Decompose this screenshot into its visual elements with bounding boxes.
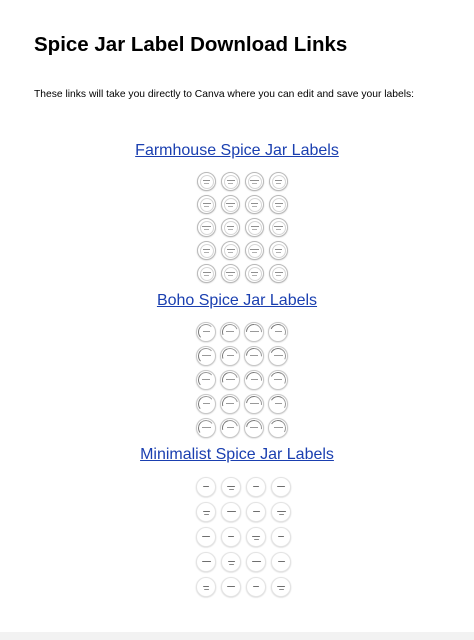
label-text-mark (276, 206, 281, 207)
label-text-mark (203, 249, 210, 250)
spice-label-thumbnail (221, 477, 241, 497)
label-script-mark (277, 486, 285, 487)
label-inner-ring (272, 244, 286, 258)
spice-label-thumbnail (269, 195, 288, 214)
label-script-mark (201, 561, 210, 562)
label-text-mark (252, 275, 257, 276)
minimalist-labels-preview (195, 476, 295, 594)
label-inner-ring (248, 267, 262, 281)
label-text-mark (276, 229, 281, 230)
label-inner-ring (248, 198, 262, 212)
label-leaf-arc (243, 369, 266, 392)
spice-label-thumbnail (268, 370, 288, 390)
spice-label-thumbnail (268, 418, 288, 438)
label-inner-ring (248, 175, 262, 189)
spice-label-thumbnail (246, 527, 266, 547)
boho-labels-link[interactable]: Boho Spice Jar Labels (156, 292, 318, 309)
label-script-mark (277, 586, 285, 587)
spice-label-thumbnail (245, 241, 264, 260)
spice-label-thumbnail (196, 552, 216, 572)
label-text-mark (203, 272, 211, 273)
label-text-mark (228, 206, 233, 207)
label-script-mark (253, 539, 258, 540)
label-inner-ring (224, 175, 238, 189)
spice-label-thumbnail (196, 346, 216, 366)
spice-label-thumbnail (269, 241, 288, 260)
label-text-mark (274, 379, 282, 380)
spice-label-thumbnail (196, 577, 216, 597)
spice-label-thumbnail (196, 322, 216, 342)
minimalist-section (0, 446, 474, 464)
label-script-mark (252, 511, 259, 512)
label-text-mark (227, 180, 235, 181)
label-script-mark (227, 586, 235, 587)
label-leaf-arc (219, 345, 240, 366)
label-leaf-arc (268, 418, 287, 437)
spice-label-thumbnail (269, 218, 288, 237)
label-leaf-arc (243, 393, 265, 415)
label-text-mark (275, 203, 283, 204)
label-text-mark (274, 226, 283, 227)
spice-label-thumbnail (221, 502, 241, 522)
label-text-mark (226, 403, 234, 404)
label-inner-ring (272, 267, 286, 281)
label-leaf-arc (243, 321, 266, 344)
spice-label-thumbnail (220, 322, 240, 342)
spice-label-thumbnail (245, 195, 264, 214)
label-text-mark (275, 331, 282, 332)
spice-label-thumbnail (245, 218, 264, 237)
label-text-mark (202, 379, 210, 380)
spice-label-thumbnail (244, 322, 264, 342)
spice-label-thumbnail (246, 552, 266, 572)
label-script-mark (227, 561, 234, 562)
label-script-mark (203, 486, 209, 487)
spice-label-thumbnail (246, 502, 266, 522)
label-text-mark (250, 403, 259, 404)
label-text-mark (226, 272, 235, 273)
spice-label-thumbnail (221, 218, 240, 237)
label-leaf-arc (197, 395, 215, 413)
label-script-mark (203, 586, 209, 587)
label-leaf-arc (268, 322, 289, 343)
label-inner-ring (248, 221, 262, 235)
spice-label-thumbnail (197, 264, 216, 283)
label-leaf-arc (197, 371, 214, 388)
spice-label-thumbnail (268, 394, 288, 414)
label-inner-ring (200, 244, 214, 258)
spice-label-thumbnail (269, 172, 288, 191)
label-text-mark (204, 183, 209, 184)
label-text-mark (251, 379, 258, 380)
label-text-mark (227, 249, 235, 250)
spice-label-thumbnail (220, 370, 240, 390)
label-text-mark (228, 183, 233, 184)
label-inner-ring (200, 175, 214, 189)
label-leaf-arc (268, 346, 288, 366)
label-text-mark (203, 180, 210, 181)
spice-label-thumbnail (246, 477, 266, 497)
label-text-mark (274, 355, 283, 356)
spice-label-thumbnail (244, 370, 264, 390)
spice-label-thumbnail (196, 370, 216, 390)
label-script-mark (203, 589, 208, 590)
label-text-mark (251, 272, 258, 273)
farmhouse-section (0, 142, 474, 160)
label-script-mark (276, 511, 285, 512)
boho-labels-preview (195, 320, 291, 432)
label-inner-ring (248, 244, 262, 258)
spice-label-thumbnail (268, 322, 288, 342)
label-leaf-arc (219, 417, 241, 439)
spice-label-thumbnail (197, 241, 216, 260)
label-script-mark (278, 536, 284, 537)
label-leaf-arc (197, 419, 215, 437)
label-inner-ring (224, 198, 238, 212)
spice-label-thumbnail (221, 241, 240, 260)
label-text-mark (252, 183, 257, 184)
spice-label-thumbnail (271, 527, 291, 547)
spice-label-thumbnail (245, 172, 264, 191)
label-text-mark (228, 275, 233, 276)
label-script-mark (228, 564, 233, 565)
spice-label-thumbnail (271, 502, 291, 522)
label-text-mark (202, 355, 211, 356)
label-text-mark (204, 252, 209, 253)
spice-label-thumbnail (221, 527, 241, 547)
label-inner-ring (224, 267, 238, 281)
spice-label-thumbnail (271, 552, 291, 572)
label-text-mark (226, 331, 234, 332)
label-script-mark (227, 486, 235, 487)
spice-label-thumbnail (221, 195, 240, 214)
label-text-mark (204, 206, 209, 207)
label-text-mark (250, 249, 259, 250)
spice-label-thumbnail (196, 394, 216, 414)
label-text-mark (202, 226, 211, 227)
label-text-mark (227, 226, 234, 227)
label-script-mark (226, 511, 235, 512)
label-text-mark (203, 203, 211, 204)
farmhouse-labels-preview (195, 170, 291, 280)
spice-label-thumbnail (246, 577, 266, 597)
spice-label-thumbnail (271, 477, 291, 497)
label-text-mark (276, 252, 281, 253)
label-script-mark (277, 561, 284, 562)
spice-label-thumbnail (244, 346, 264, 366)
spice-label-thumbnail (196, 502, 216, 522)
boho-section (0, 292, 474, 310)
spice-label-thumbnail (221, 577, 241, 597)
label-text-mark (203, 331, 210, 332)
label-leaf-arc (198, 348, 215, 365)
spice-label-thumbnail (221, 172, 240, 191)
label-text-mark (252, 252, 257, 253)
label-inner-ring (224, 244, 238, 258)
label-text-mark (250, 180, 259, 181)
spice-label-thumbnail (221, 552, 241, 572)
label-text-mark (250, 355, 258, 356)
label-inner-ring (200, 198, 214, 212)
spice-label-thumbnail (197, 172, 216, 191)
label-text-mark (275, 180, 282, 181)
spice-label-thumbnail (220, 394, 240, 414)
label-script-mark (202, 511, 209, 512)
spice-label-thumbnail (221, 264, 240, 283)
label-inner-ring (272, 198, 286, 212)
label-inner-ring (200, 221, 214, 235)
label-text-mark (274, 427, 283, 428)
label-text-mark (204, 229, 209, 230)
label-leaf-arc (268, 370, 288, 390)
label-script-mark (278, 589, 283, 590)
spice-label-thumbnail (268, 346, 288, 366)
document-title: Spice Jar Label Download Links (34, 33, 348, 56)
spice-label-thumbnail (244, 394, 264, 414)
spice-label-thumbnail (220, 346, 240, 366)
label-inner-ring (272, 175, 286, 189)
label-text-mark (252, 206, 257, 207)
label-script-mark (202, 536, 210, 537)
label-text-mark (202, 427, 211, 428)
spice-label-thumbnail (245, 264, 264, 283)
label-script-mark (252, 536, 260, 537)
label-script-mark (228, 489, 233, 490)
spice-label-thumbnail (197, 195, 216, 214)
label-text-mark (228, 229, 233, 230)
label-leaf-arc (243, 417, 265, 439)
label-leaf-arc (243, 345, 266, 368)
label-text-mark (250, 331, 259, 332)
spice-label-thumbnail (220, 418, 240, 438)
label-text-mark (251, 226, 259, 227)
label-text-mark (252, 229, 257, 230)
label-text-mark (226, 203, 235, 204)
label-text-mark (276, 183, 281, 184)
label-text-mark (275, 249, 282, 250)
spice-label-thumbnail (269, 264, 288, 283)
label-leaf-arc (220, 322, 241, 343)
label-text-mark (275, 272, 283, 273)
spice-label-thumbnail (196, 477, 216, 497)
label-text-mark (250, 427, 258, 428)
label-script-mark (278, 514, 283, 515)
label-text-mark (275, 403, 282, 404)
label-script-mark (251, 561, 260, 562)
label-inner-ring (272, 221, 286, 235)
label-leaf-arc (198, 324, 214, 340)
label-text-mark (251, 203, 258, 204)
label-text-mark (203, 403, 210, 404)
label-inner-ring (224, 221, 238, 235)
label-inner-ring (200, 267, 214, 281)
intro-text: These links will take you directly to Canva where you can edit and save your labels: (34, 89, 415, 100)
label-text-mark (227, 427, 234, 428)
spice-label-thumbnail (197, 218, 216, 237)
spice-label-thumbnail (196, 527, 216, 547)
label-leaf-arc (219, 369, 241, 391)
label-text-mark (276, 275, 281, 276)
farmhouse-labels-link[interactable]: Farmhouse Spice Jar Labels (135, 142, 339, 159)
minimalist-labels-link[interactable]: Minimalist Spice Jar Labels (140, 446, 334, 463)
label-script-mark (253, 486, 259, 487)
label-text-mark (204, 275, 209, 276)
label-text-mark (228, 252, 233, 253)
label-script-mark (253, 586, 259, 587)
label-text-mark (227, 355, 234, 356)
spice-label-thumbnail (271, 577, 291, 597)
spice-label-thumbnail (244, 418, 264, 438)
label-text-mark (226, 379, 235, 380)
spice-label-thumbnail (196, 418, 216, 438)
label-script-mark (203, 514, 208, 515)
label-script-mark (228, 536, 234, 537)
label-leaf-arc (219, 393, 241, 415)
label-leaf-arc (268, 394, 288, 414)
